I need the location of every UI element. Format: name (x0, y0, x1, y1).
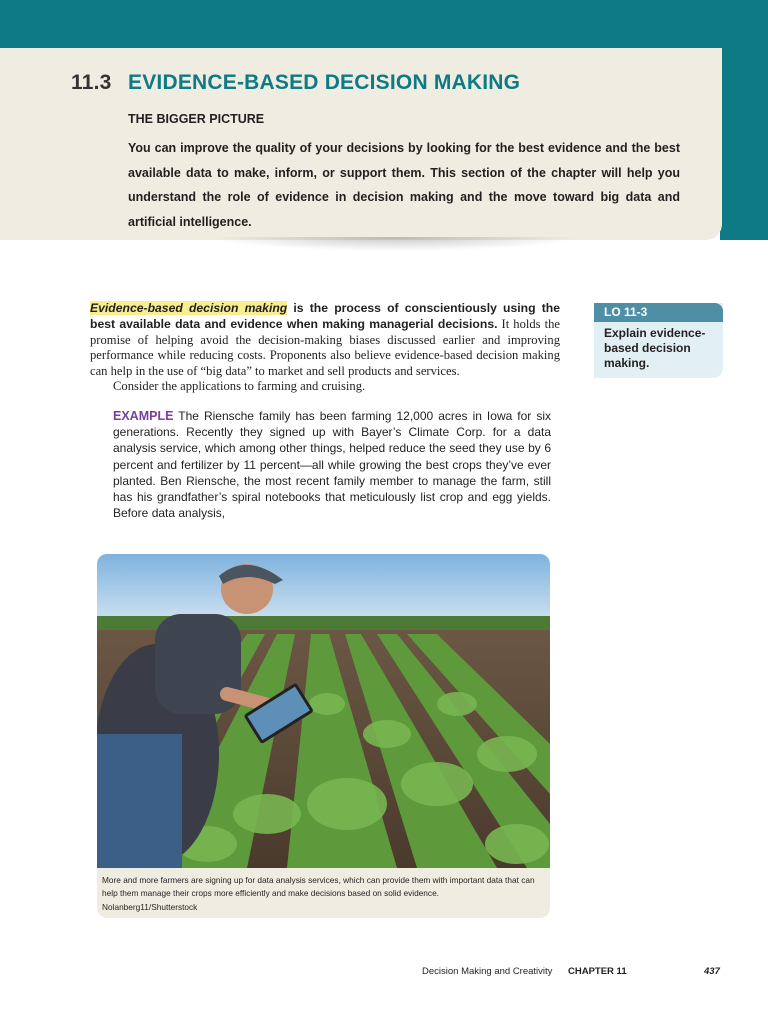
farmer-with-tablet-photo (97, 554, 550, 868)
top-color-band (0, 0, 768, 48)
key-term: Evidence-based decision making (90, 301, 288, 315)
learning-objective-text: Explain evidence-based decision making. (604, 326, 706, 370)
learning-objective-box (594, 303, 723, 378)
learning-objective-label: LO 11-3 (594, 303, 723, 322)
key-term-definition: is the process of conscientiously using the best available data and evidence when making managerial decisions. (90, 301, 560, 331)
bigger-picture-heading: THE BIGGER PICTURE (128, 112, 265, 126)
body-continuation: It holds the promise of helping avoid the decision-making biases discussed earlier and improving performance while reducing costs. Proponents also believe evidence-based decision making can help in the use of “big data” to market and sell products and services. (90, 316, 560, 379)
bigger-picture-text: You can improve the quality of your decisions by looking for the best evidence and the best available data to make, inform, or support them. This section of the chapter will help you understand the role of evidence in decision making and the move toward big data and artificial intelligence. (128, 141, 680, 229)
page-number: 437 (704, 966, 720, 977)
photo-credit: Nolanberg11/Shutterstock (102, 902, 198, 912)
example-text: The Riensche family has been farming 12,000 acres in Iowa for six generations. Recently they signed up with Bayer’s Climate Corp. for a data analysis service, which among other things, helped reduce the seed they use by 6 percent and fertilizer by 11 percent—all while growing the best crops they’ve ever planted. Ben Riensche, the most recent family member to manage the farm, still has his grandfather’s spiral notebooks that meticulously list crop and egg yields. Before data analysis, (113, 409, 551, 521)
figure (97, 554, 550, 918)
body-paragraph (90, 301, 560, 380)
section-number: 11.3 (71, 71, 112, 94)
example-paragraph (113, 408, 551, 521)
panel-shadow (210, 237, 580, 251)
running-footer-title: Decision Making and Creativity (422, 966, 553, 977)
figure-caption (102, 874, 542, 914)
consider-line: Consider the applications to farming and cruising. (113, 379, 366, 393)
section-title: EVIDENCE-BASED DECISION MAKING (128, 71, 521, 94)
right-color-strip (720, 0, 768, 240)
footer-chapter: CHAPTER 11 (568, 966, 627, 977)
example-label: EXAMPLE (113, 409, 174, 423)
caption-text: More and more farmers are signing up for data analysis services, which can provide them with important data that can help them manage their crops more efficiently and make decisions based on solid evidence. (102, 875, 535, 898)
